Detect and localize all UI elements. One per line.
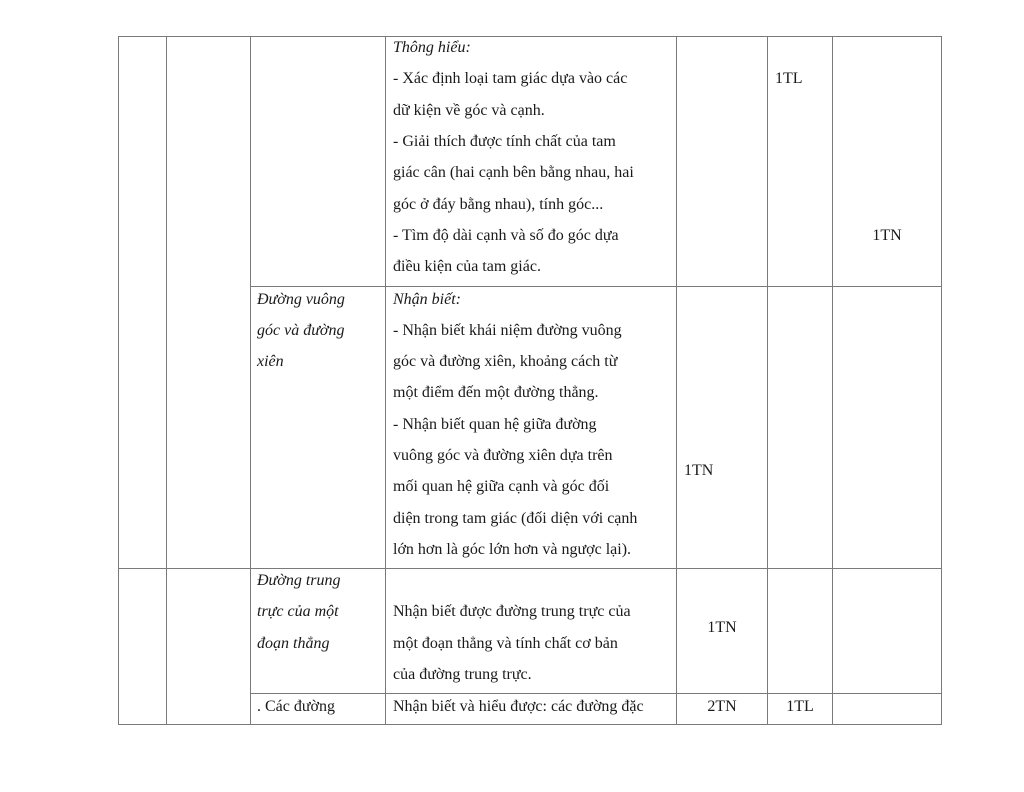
content-line: giác cân (hai cạnh bên bằng nhau, hai [393,164,634,182]
content-line: điều kiện của tam giác. [393,258,541,276]
topic-line: đoạn thẳng [257,634,330,652]
content-line: góc và đường xiên, khoảng cách từ [393,353,618,371]
column-divider [166,36,167,725]
column-divider [941,36,942,725]
count-cell-a: 1TN [707,618,737,636]
table-top-border [118,36,942,37]
content-line: - Tìm độ dài cạnh và số đo góc dựa [393,226,619,244]
count-cell-c: 1TN [872,226,902,244]
count-cell-a: 2TN [707,697,737,715]
topic-line: trực của một [257,603,339,621]
row-divider [250,286,942,287]
content-line: vuông góc và đường xiên dựa trên [393,447,613,464]
count-cell-a: 1TN [684,461,714,479]
content-line: diện trong tam giác (đối diện với cạnh [393,509,638,527]
content-heading: Nhận biết: [393,290,461,308]
content-line: một điểm đến một đường thẳng. [393,384,599,402]
content-line: mối quan hệ giữa cạnh và góc đối [393,478,610,496]
content-line: lớn hơn là góc lớn hơn và ngược lại). [393,540,632,558]
row-divider [118,568,942,569]
content-line: của đường trung trực. [393,665,532,683]
content-line: - Nhận biết khái niệm đường vuông [393,321,622,339]
column-divider [385,36,386,725]
content-line: - Nhận biết quan hệ giữa đường [393,415,597,433]
topic-line: . Các đường [257,697,336,715]
content-line: góc ở đáy bằng nhau), tính góc... [393,195,604,213]
topic-line: Đường trung [257,572,341,589]
column-divider [767,36,768,725]
content-line: - Xác định loại tam giác dựa vào các [393,70,628,88]
content-line: dữ kiện về góc và cạnh. [393,101,545,119]
column-divider [250,36,251,725]
content-line: - Giải thích được tính chất của tam [393,132,616,150]
content-line: một đoạn thẳng và tính chất cơ bản [393,634,618,652]
column-divider [832,36,833,725]
topic-line: Đường vuông [257,290,345,308]
table-bottom-border [118,724,942,725]
content-line: Nhận biết được đường trung trực của [393,603,631,621]
topic-line: xiên [257,353,284,371]
content-line: Nhận biết và hiểu được: các đường đặc [393,697,644,715]
column-divider [118,36,119,725]
count-cell-b: 1TL [786,697,814,715]
topic-line: góc và đường [257,321,345,339]
content-heading: Thông hiểu: [393,39,471,56]
count-cell-b: 1TL [775,70,803,88]
